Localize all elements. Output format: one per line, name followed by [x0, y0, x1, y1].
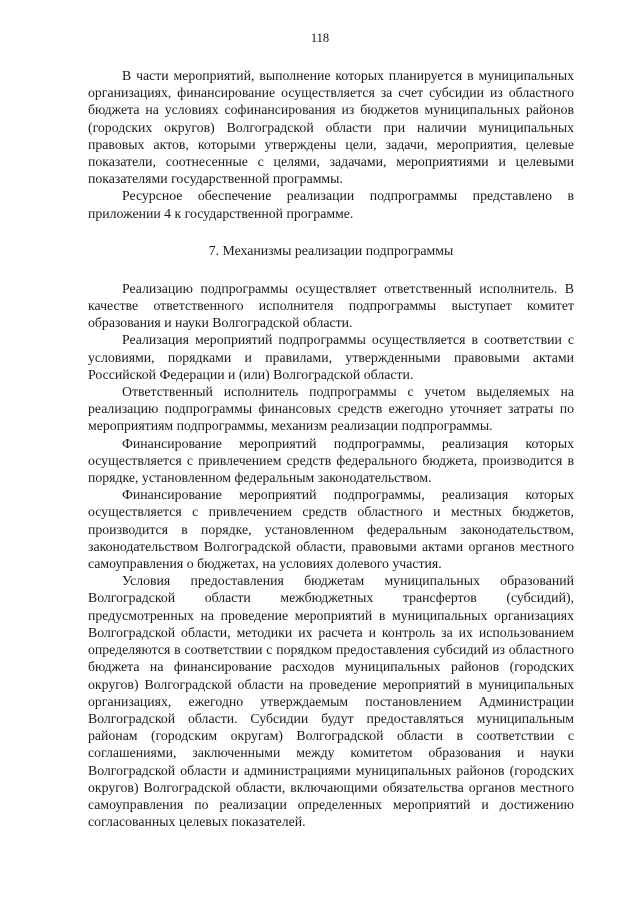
paragraph-legal-basis: Реализация мероприятий подпрограммы осуществляется в соответствии с условиями, порядками и правилами, утвержденными правовыми актами Российской Федерации и (или) Волгоградской области.	[88, 332, 574, 382]
paragraph-annual-adjustment: Ответственный исполнитель подпрограммы с учетом выделяемых на реализацию подпрограммы финансовых средств ежегодно уточняет затраты по мероприятиям подпрограммы, механизм реализации подпрограммы.	[88, 384, 574, 434]
paragraph-cofinancing: В части мероприятий, выполнение которых планируется в муниципальных организациях, финансирование осуществляется за счет субсидии из областного бюджета на условиях софинансирования из бюджетов муниципальных районов (городских округов) Волгоградской области при наличии муниципальных правовых актов, которыми утверждены цели, задачи, мероприятия, целевые показатели, соотнесенные с целями, задачами, мероприятиями и целевыми показателями государственной программы.	[88, 68, 574, 187]
paragraph-resource-provision: Ресурсное обеспечение реализации подпрограммы представлено в приложении 4 к государственной программе.	[88, 188, 574, 221]
paragraph-responsible-executor: Реализацию подпрограммы осуществляет ответственный исполнитель. В качестве ответственного исполнителя подпрограммы выступает комитет образования и науки Волгоградской области.	[88, 280, 574, 331]
section-heading: 7. Механизмы реализации подпрограммы	[208, 242, 454, 258]
paragraph-subsidy-conditions: Условия предоставления бюджетам муниципальных образований Волгоградской области межбюджетных трансфертов (субсидий), предусмотренных на проведение мероприятий в муниципальных организациях Волгоградской области, методики их расчета и контроль за их использованием определяются в соответствии с порядком предоставления субсидий из областного бюджета на финансирование расходов муниципальных районов (городских округов) Волгоградской области на проведение мероприятий в муниципальных организациях, ежегодно утверждаемым постановлением Администрации Волгоградской области. Субсидии будут предоставляться муниципальным районам (городским округам) Волгоградской области в соответствии с соглашениями, заключенными между комитетом образования и науки Волгоградской области и администрациями муниципальных районов (городских округов) Волгоградской области, включающими обязательства органов местного самоуправления по реализации определенных мероприятий и достижению согласованных целевых показателей.	[88, 573, 574, 830]
page-number: 118	[310, 31, 330, 45]
paragraph-federal-financing: Финансирование мероприятий подпрограммы, реализация которых осуществляется с привлечением средств федерального бюджета, производится в порядке, установленном федеральным законодательством.	[88, 435, 574, 486]
document-body	[88, 67, 574, 830]
paragraph-regional-financing: Финансирование мероприятий подпрограммы, реализация которых осуществляется с привлечением средств областного и местных бюджетов, производится в порядке, установленном федеральным законодательством, законодательством Волгоградской области, правовыми актами органов местного самоуправления о бюджетах, на условиях долевого участия.	[88, 487, 574, 572]
